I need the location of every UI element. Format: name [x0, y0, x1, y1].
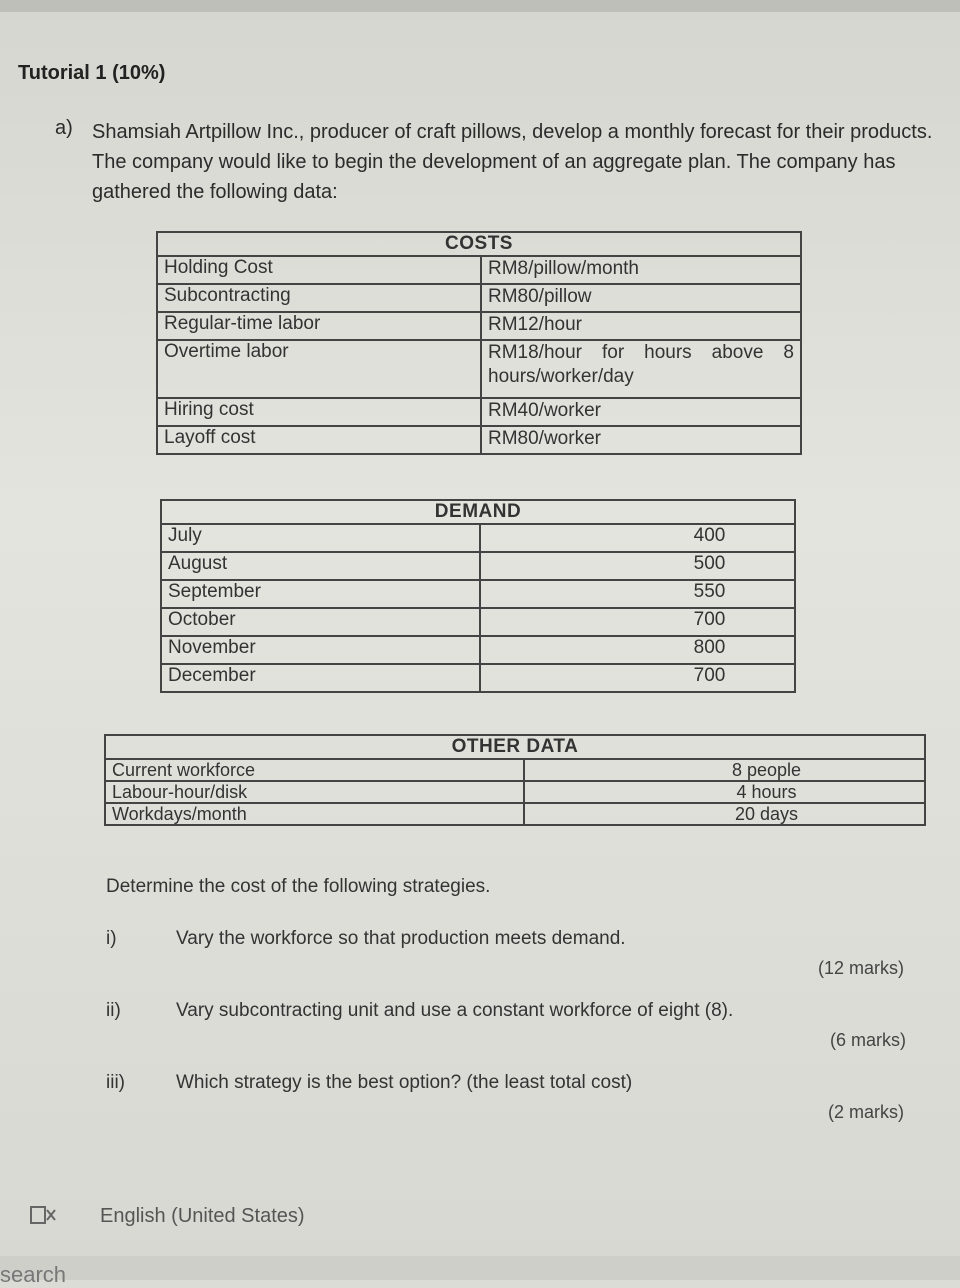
subquestion-marks: (2 marks) [828, 1102, 904, 1122]
table-row [157, 284, 801, 312]
costs-table [156, 231, 802, 455]
cost-value: RM18/hour for hours above 8 hours/worker/day [481, 340, 801, 398]
question-text: Shamsiah Artpillow Inc., producer of craft pillows, develop a monthly forecast for their products. The company would like to begin the development of an aggregate plan. The company has gathered the following data: [92, 121, 933, 203]
table-row [105, 759, 925, 781]
other-item: Current workforce [105, 759, 524, 781]
cost-item: Layoff cost [157, 426, 481, 454]
demand-value: 700 [480, 664, 795, 692]
demand-table [160, 499, 796, 693]
subquestion-number: iii) [106, 1072, 125, 1093]
cost-item: Subcontracting [157, 284, 481, 312]
proofing-language-icon[interactable] [30, 1204, 56, 1226]
subquestion-text: Vary subcontracting unit and use a constant workforce of eight (8). [176, 1000, 734, 1021]
other-data-header: OTHER DATA [105, 735, 925, 759]
cost-value: RM80/worker [481, 426, 801, 454]
cost-item: Overtime labor [157, 340, 481, 398]
table-row [157, 340, 801, 398]
demand-month: July [161, 524, 480, 552]
subquestion-number: i) [106, 928, 117, 949]
table-row [157, 256, 801, 284]
demand-month: December [161, 664, 480, 692]
demand-value: 800 [480, 636, 795, 664]
cost-value: RM12/hour [481, 312, 801, 340]
subquestion-text: Which strategy is the best option? (the least total cost) [176, 1072, 633, 1093]
cost-value: RM80/pillow [481, 284, 801, 312]
table-row [161, 636, 795, 664]
language-status[interactable]: English (United States) [100, 1205, 305, 1227]
cost-value: RM40/worker [481, 398, 801, 426]
demand-month: November [161, 636, 480, 664]
demand-month: August [161, 552, 480, 580]
costs-header: COSTS [157, 232, 801, 256]
table-row [157, 398, 801, 426]
cost-item: Regular-time labor [157, 312, 481, 340]
subquestion-marks: (6 marks) [830, 1030, 906, 1050]
question-label: a) [55, 117, 73, 139]
subquestion-number: ii) [106, 1000, 121, 1021]
demand-header: DEMAND [161, 500, 795, 524]
taskbar-search[interactable]: search [0, 1262, 67, 1287]
other-item: Labour-hour/disk [105, 781, 524, 803]
table-row [157, 312, 801, 340]
table-row [161, 580, 795, 608]
demand-month: October [161, 608, 480, 636]
cost-value: RM8/pillow/month [481, 256, 801, 284]
table-row [161, 524, 795, 552]
demand-value: 700 [480, 608, 795, 636]
subquestion-text: Vary the workforce so that production meets demand. [176, 928, 626, 949]
table-row [161, 608, 795, 636]
demand-month: September [161, 580, 480, 608]
other-item: Workdays/month [105, 803, 524, 825]
demand-value: 400 [480, 524, 795, 552]
table-row [157, 426, 801, 454]
table-row [161, 664, 795, 692]
other-value: 8 people [524, 759, 925, 781]
other-value: 20 days [524, 803, 925, 825]
table-row [105, 781, 925, 803]
page-title: Tutorial 1 (10%) [18, 62, 166, 84]
demand-value: 550 [480, 580, 795, 608]
cost-item: Holding Cost [157, 256, 481, 284]
table-row [161, 552, 795, 580]
window-top-strip [0, 0, 960, 12]
subquestion-marks: (12 marks) [818, 958, 905, 978]
other-data-table [104, 734, 926, 826]
demand-value: 500 [480, 552, 795, 580]
cost-item: Hiring cost [157, 398, 481, 426]
instruction-text: Determine the cost of the following strategies. [106, 876, 491, 897]
taskbar [0, 1256, 960, 1280]
other-value: 4 hours [524, 781, 925, 803]
table-row [105, 803, 925, 825]
